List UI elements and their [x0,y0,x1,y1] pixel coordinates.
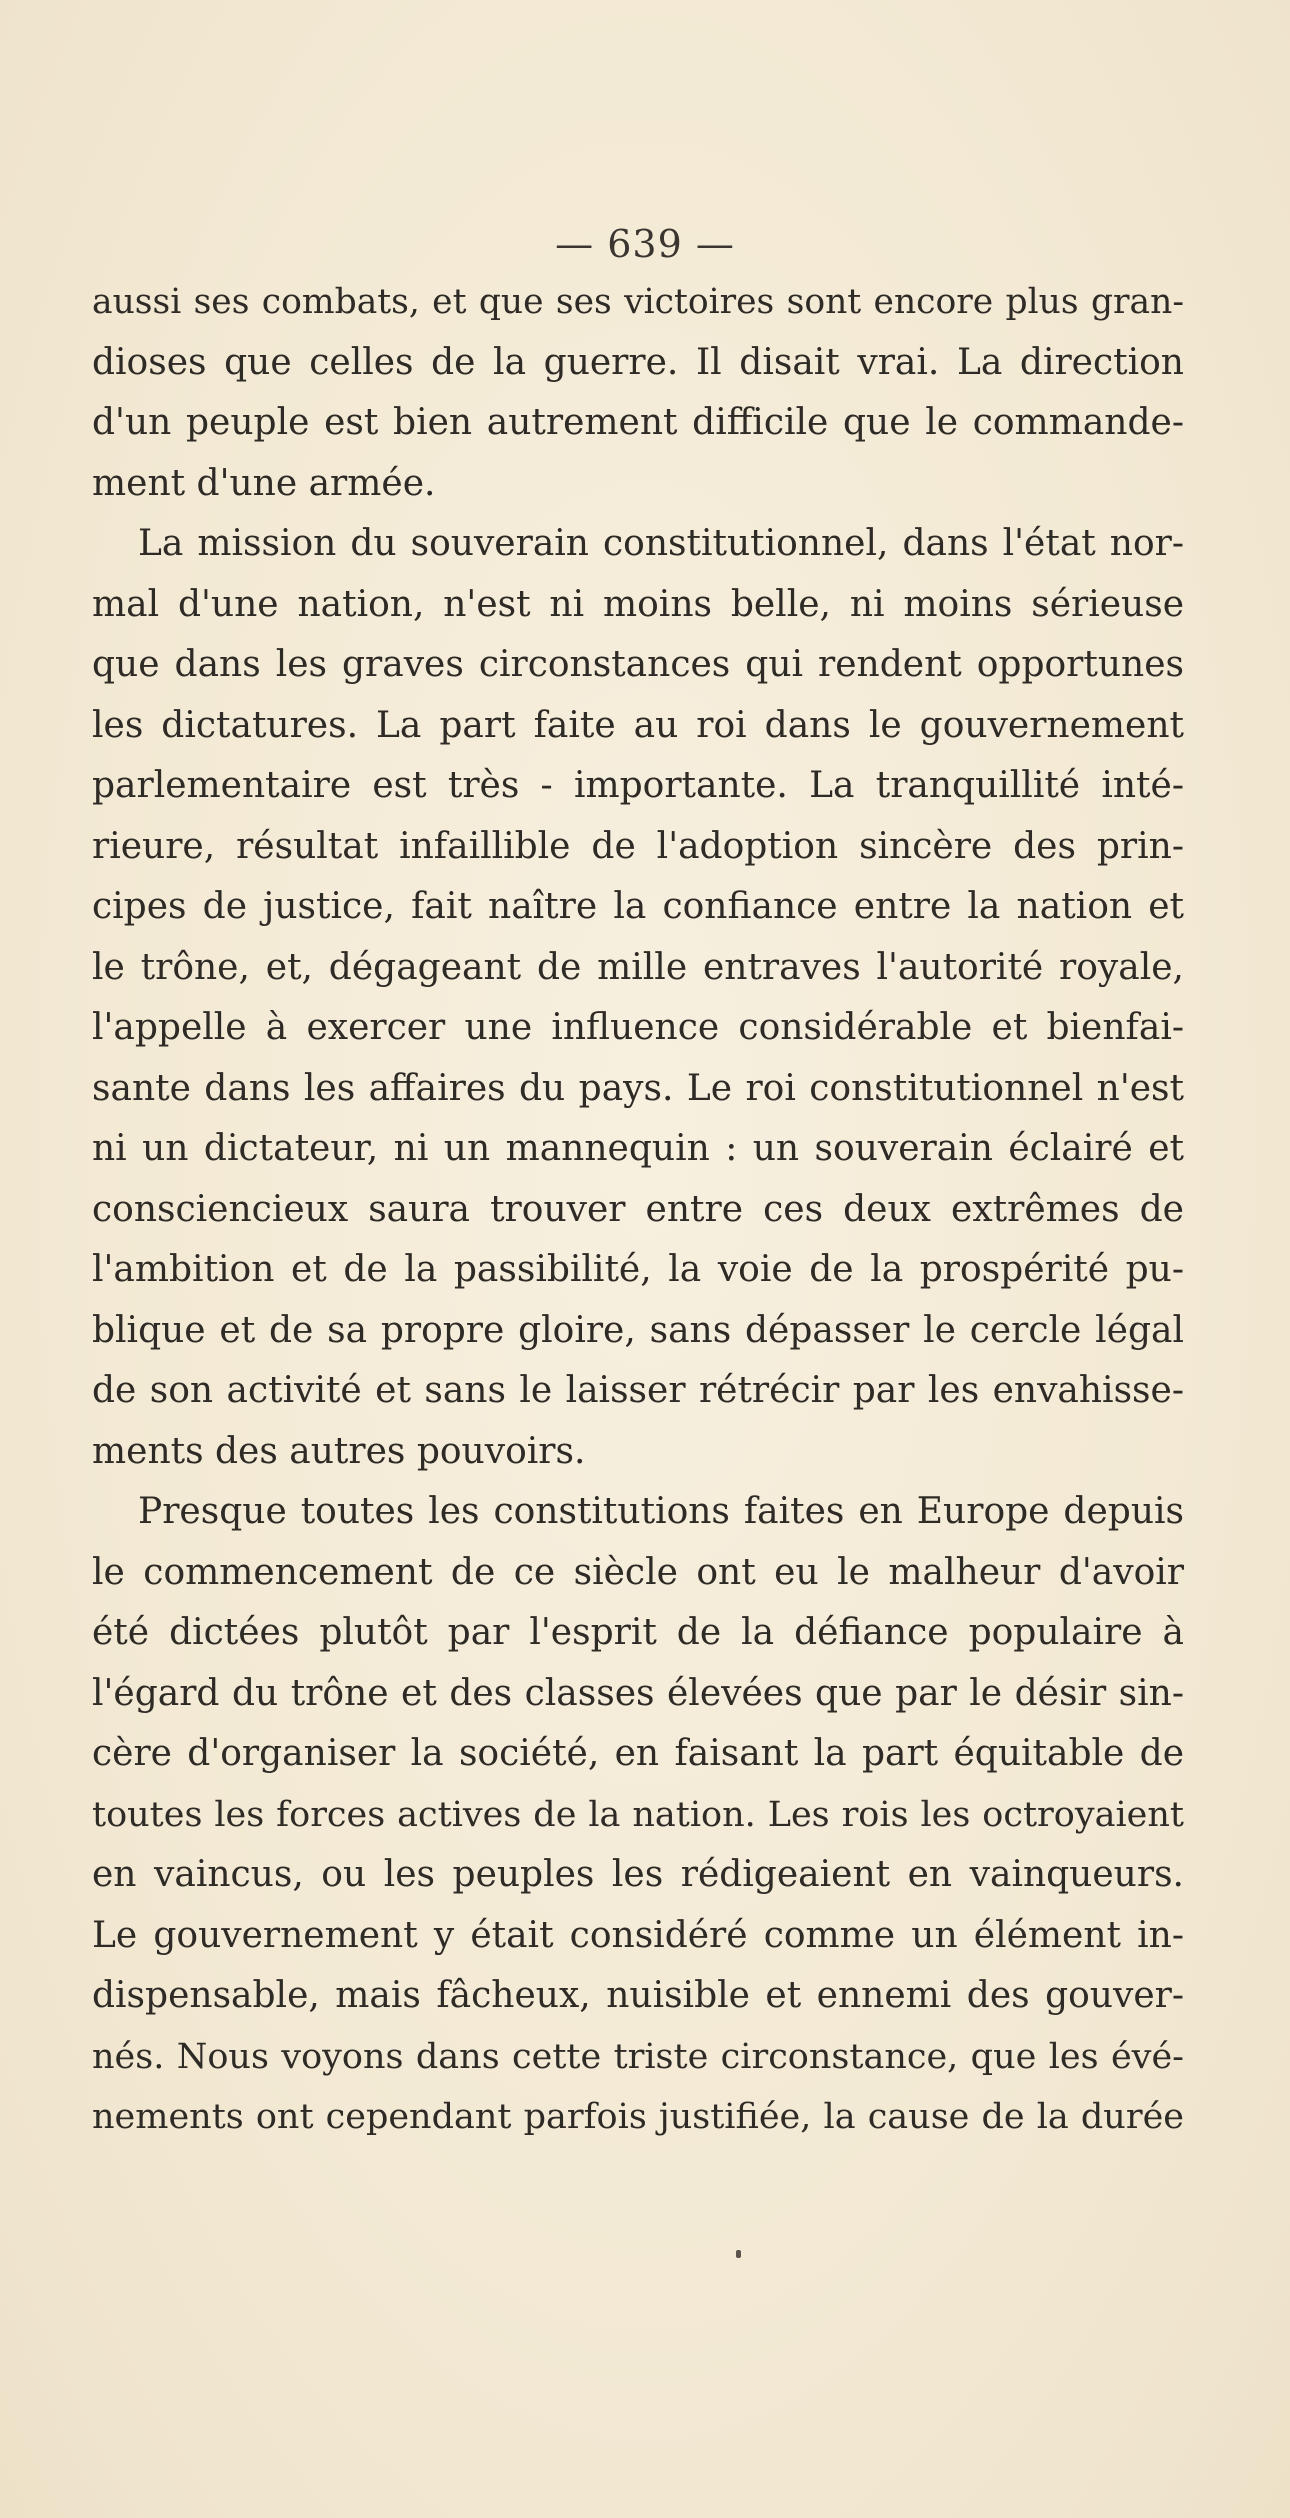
text-line: les dictatures. La part faite au roi dans le gouvernement [92,704,1184,746]
text-line: l'appelle à exercer une influence considérable et bienfai- [92,1007,1184,1048]
page-number: — 639 — [555,222,735,266]
text-line: cère d'organiser la société, en faisant la part équitable de [92,1733,1184,1774]
ink-mark [736,2250,741,2258]
text-line: ni un dictateur, ni un mannequin : un souverain éclairé et [92,1128,1184,1169]
text-line: d'un peuple est bien autrement difficile que le commande- [92,402,1184,443]
text-line: nements ont cependant parfois justifiée, la cause de la durée [92,2097,1184,2137]
text-line: La mission du souverain constitutionnel, dans l'état nor- [138,523,1184,564]
text-line: le trône, et, dégageant de mille entraves l'autorité royale, [92,946,1184,988]
text-line: le commencement de ce siècle ont eu le malheur d'avoir [92,1551,1184,1593]
text-line: Le gouvernement y était considéré comme un élément in- [92,1914,1184,1956]
text-line: l'ambition et de la passibilité, la voie de la prospérité pu- [92,1249,1184,1290]
text-line: que dans les graves circonstances qui rendent opportunes [92,644,1184,685]
text-line: cipes de justice, fait naître la confiance entre la nation et [92,886,1184,927]
text-line: en vaincus, ou les peuples les rédigeaient en vainqueurs. [92,1854,1184,1895]
text-line: rieure, résultat infaillible de l'adoption sincère des prin- [92,825,1184,867]
text-line: été dictées plutôt par l'esprit de la défiance populaire à [92,1612,1184,1653]
text-line: l'égard du trône et des classes élevées que par le désir sin- [92,1672,1184,1714]
text-line: blique et de sa propre gloire, sans dépasser le cercle légal [92,1309,1184,1351]
text-line: parlementaire est très - importante. La tranquillité inté- [92,765,1184,806]
text-line: ments des autres pouvoirs. [92,1430,586,1472]
text-line: Presque toutes les constitutions faites en Europe depuis [138,1491,1184,1532]
text-line: nés. Nous voyons dans cette triste circonstance, que les évé- [92,2036,1184,2077]
text-line: dispensable, mais fâcheux, nuisible et ennemi des gouver- [92,1975,1184,2016]
text-line: mal d'une nation, n'est ni moins belle, ni moins sérieuse [92,583,1184,625]
text-line: dioses que celles de la guerre. Il disait vrai. La direction [92,341,1184,383]
body-text [92,272,1184,2148]
text-line: de son activité et sans le laisser rétrécir par les envahisse- [92,1370,1184,1411]
text-line: sante dans les affaires du pays. Le roi constitutionnel n'est [92,1067,1184,1109]
text-line: aussi ses combats, et que ses victoires sont encore plus gran- [92,282,1184,322]
text-line: ment d'une armée. [92,462,436,504]
text-line: toutes les forces actives de la nation. Les rois les octroyaient [92,1794,1184,1835]
text-line: consciencieux saura trouver entre ces deux extrêmes de [92,1188,1184,1230]
